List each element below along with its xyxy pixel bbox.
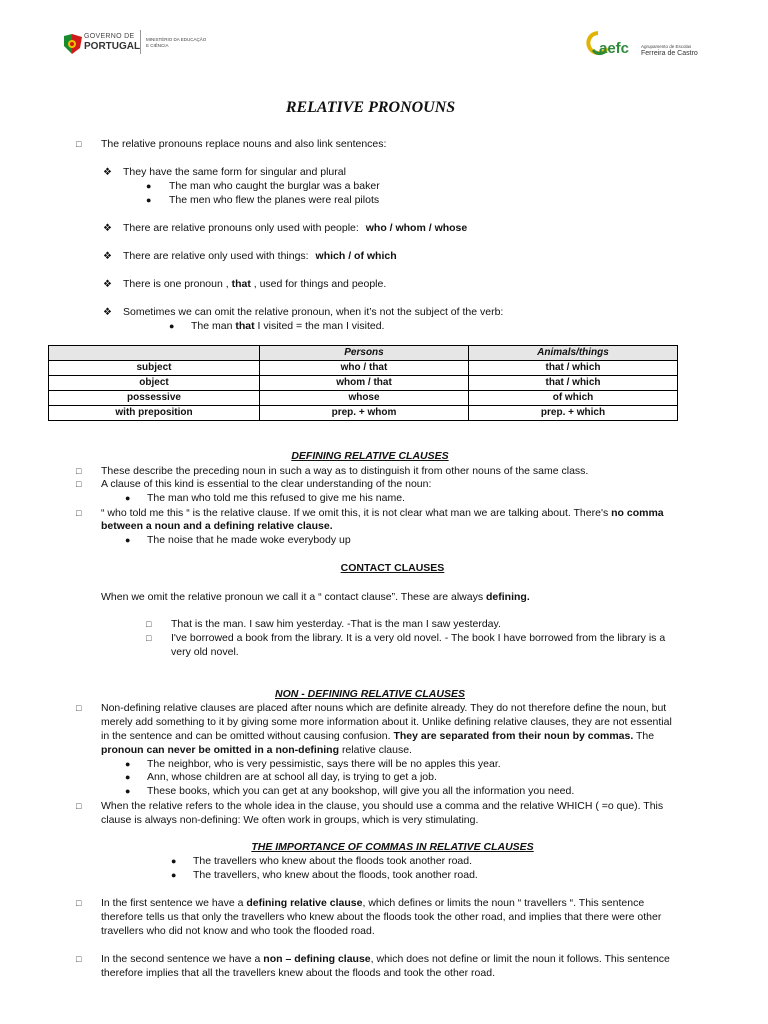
defining-p2: A clause of this kind is essential to the clear understanding of the noun: <box>101 478 432 490</box>
contact-ex1: That is the man. I saw him yesterday. -That is the man I saw yesterday. <box>171 618 501 630</box>
defining-p3-bold: no comma <box>611 507 664 519</box>
table-cell: of which <box>469 391 678 406</box>
intro-lead: The relative pronouns replace nouns and also link sentences: <box>101 138 387 150</box>
table-row <box>49 361 678 376</box>
intro-b3 <box>123 250 397 263</box>
intro-b2-text: There are relative pronouns only used with people: <box>123 222 359 234</box>
page-title: RELATIVE PRONOUNS <box>285 99 456 116</box>
nondefining-p1-l4-post: relative clause. <box>341 744 412 756</box>
table-cell: prep. + which <box>469 406 678 421</box>
nondefining-p1-l3-bold: They are separated from their noun by commas. <box>393 730 634 742</box>
portugal-emblem-icon <box>62 32 84 56</box>
dot-bullet-icon: ● <box>125 759 131 769</box>
nondefining-p1-line4 <box>101 744 412 757</box>
diamond-bullet-icon: ❖ <box>103 307 112 318</box>
commas-p1-line1 <box>101 897 644 910</box>
dot-bullet-icon: ● <box>125 772 131 782</box>
commas-p1-line3: travellers who did not know and who took the flooded road. <box>101 925 375 937</box>
nondefining-heading: NON - DEFINING RELATIVE CLAUSES <box>275 688 465 700</box>
intro-b4 <box>123 278 386 291</box>
commas-ex2: The travellers, who knew about the floods, took another road. <box>193 869 478 881</box>
nondefining-ex3: These books, which you can get at any bookshop, will give you all the information you need. <box>147 785 575 797</box>
nondefining-p2-line1: When the relative refers to the whole idea in the clause, you should use a comma and the relative WHICH ( =o que). This <box>101 800 664 812</box>
defining-p3-bold2: between a noun and a defining relative clause. <box>101 520 333 532</box>
nondefining-p1-line3 <box>101 730 654 743</box>
table-cell: who / that <box>260 361 469 376</box>
intro-b5-ex <box>191 320 384 333</box>
table-cell: that / which <box>469 376 678 391</box>
contact-heading: CONTACT CLAUSES <box>340 562 445 574</box>
commas-ex1: The travellers who knew about the floods took another road. <box>193 855 472 867</box>
table-cell: with preposition <box>49 406 260 421</box>
intro-b4-text: There is one pronoun , <box>123 278 229 290</box>
defining-ex1: The man who told me this refused to give me his name. <box>147 492 405 504</box>
table-header-row <box>49 346 678 361</box>
dot-bullet-icon: ● <box>146 195 152 205</box>
square-bullet-icon: □ <box>76 898 82 908</box>
square-bullet-icon: □ <box>76 954 82 964</box>
gov-line1: GOVERNO DE <box>84 33 135 40</box>
commas-p2-bold: non – defining clause <box>263 953 371 965</box>
square-bullet-icon: □ <box>76 703 82 713</box>
school-line2: Ferreira de Castro <box>641 50 698 57</box>
table-cell: prep. + whom <box>260 406 469 421</box>
intro-b5-ex-pre: The man <box>191 320 233 332</box>
defining-heading: DEFINING RELATIVE CLAUSES <box>291 450 449 462</box>
table-row <box>49 406 678 421</box>
table-cell: object <box>49 376 260 391</box>
diamond-bullet-icon: ❖ <box>103 167 112 178</box>
ministry-line1: MINISTÉRIO DA EDUCAÇÃO <box>146 37 207 42</box>
nondefining-p1-l3-post: The <box>636 730 655 742</box>
square-bullet-icon: □ <box>76 466 82 476</box>
commas-heading: THE IMPORTANCE OF COMMAS IN RELATIVE CLAUSES <box>251 841 534 853</box>
square-bullet-icon: □ <box>76 139 82 149</box>
school-logo <box>585 30 705 62</box>
commas-p1-bold: defining relative clause <box>246 897 363 909</box>
contact-p1 <box>101 591 530 604</box>
table-cell: whom / that <box>260 376 469 391</box>
commas-p1-text: In the first sentence we have a <box>101 897 244 909</box>
dot-bullet-icon: ● <box>125 786 131 796</box>
table-cell: possessive <box>49 391 260 406</box>
nondefining-p2-line2: clause is always non-defining: We often work in groups, which is very stimulating. <box>101 814 479 826</box>
intro-b5: Sometimes we can omit the relative pronoun, when it’s not the subject of the verb: <box>123 306 504 318</box>
dot-bullet-icon: ● <box>171 870 177 880</box>
table-cell: whose <box>260 391 469 406</box>
table-row <box>49 391 678 406</box>
dot-bullet-icon: ● <box>146 181 152 191</box>
school-line1: Agrupamento de Escolas <box>641 44 692 49</box>
nondefining-p1-line1: Non-defining relative clauses are placed after nouns which are definite already. They do not therefore define the noun, but <box>101 702 667 714</box>
commas-p2-text: In the second sentence we have a <box>101 953 261 965</box>
defining-ex2: The noise that he made woke everybody up <box>147 534 351 546</box>
square-bullet-icon: □ <box>76 801 82 811</box>
intro-b2-bold: who / whom / whose <box>365 222 468 234</box>
dot-bullet-icon: ● <box>169 321 175 331</box>
nondefining-p1-line2: merely add something to it by giving some more information about it. Unlike defining relative clauses, they are not essential <box>101 716 672 728</box>
square-bullet-icon: □ <box>146 633 152 643</box>
intro-b5-ex-bold: that <box>235 320 255 332</box>
commas-p1-line2: therefore tells us that only the travellers who knew about the floods took the other road, and implies that there were other <box>101 911 662 923</box>
relative-pronouns-table <box>48 345 678 421</box>
header-divider <box>140 30 141 54</box>
nondefining-ex2: Ann, whose children are at school all day, is trying to get a job. <box>147 771 437 783</box>
nondefining-p1-l3-text: in the sentence and can be omitted without causing confusion. <box>101 730 391 742</box>
diamond-bullet-icon: ❖ <box>103 223 112 234</box>
square-bullet-icon: □ <box>76 479 82 489</box>
school-logo-text: aefc <box>599 40 630 57</box>
square-bullet-icon: □ <box>76 508 82 518</box>
contact-p1-text: When we omit the relative pronoun we call it a “ contact clause”. These are always <box>101 591 484 603</box>
contact-ex2-line2: very old novel. <box>171 646 239 658</box>
table-row <box>49 376 678 391</box>
table-cell: subject <box>49 361 260 376</box>
dot-bullet-icon: ● <box>125 493 131 503</box>
gov-line2: PORTUGAL <box>84 41 141 52</box>
intro-b1: They have the same form for singular and plural <box>123 166 346 178</box>
diamond-bullet-icon: ❖ <box>103 251 112 262</box>
contact-p1-bold: defining. <box>486 591 530 603</box>
commas-p1-post: , which defines or limits the noun “ travellers “. This sentence <box>362 897 645 909</box>
square-bullet-icon: □ <box>146 619 152 629</box>
table-cell: that / which <box>469 361 678 376</box>
defining-p3-line1 <box>101 507 664 520</box>
dot-bullet-icon: ● <box>171 856 177 866</box>
table-header-cell: Persons <box>260 346 469 361</box>
intro-b1-ex2: The men who flew the planes were real pilots <box>169 194 380 206</box>
commas-p2-line1 <box>101 953 670 966</box>
intro-b5-ex-post: I visited = the man I visited. <box>257 320 385 332</box>
nondefining-ex1: The neighbor, who is very pessimistic, says there will be no apples this year. <box>147 758 501 770</box>
table-header-cell: Animals/things <box>469 346 678 361</box>
defining-p3-text: “ who told me this “ is the relative clause. If we omit this, it is not clear what man we are talking about. There's <box>101 507 609 519</box>
commas-p2-post: , which does not define or limit the noun it follows. This sentence <box>370 953 670 965</box>
table-header-cell <box>49 346 260 361</box>
dot-bullet-icon: ● <box>125 535 131 545</box>
intro-b1-ex1: The man who caught the burglar was a baker <box>169 180 380 192</box>
intro-b3-text: There are relative only used with things: <box>123 250 309 262</box>
ministry-line2: E CIÊNCIA <box>146 43 169 48</box>
contact-ex2-line1: I've borrowed a book from the library. It is a very old novel. - The book I have borrowed from the library is a <box>171 632 666 644</box>
nondefining-p1-l4-bold: pronoun can never be omitted in a non-defining <box>101 744 340 756</box>
intro-b4-bold: that <box>231 278 251 290</box>
intro-b2 <box>123 222 467 235</box>
defining-p3-line2 <box>101 520 333 533</box>
diamond-bullet-icon: ❖ <box>103 279 112 290</box>
commas-p2-line2: therefore implies that all the travellers knew about the floods and took the other road. <box>101 967 495 979</box>
government-logo <box>62 30 212 58</box>
intro-b3-bold: which / of which <box>315 250 397 262</box>
defining-p1: These describe the preceding noun in such a way as to distinguish it from other nouns of the same class. <box>101 465 589 477</box>
intro-b4-post: , used for things and people. <box>253 278 387 290</box>
